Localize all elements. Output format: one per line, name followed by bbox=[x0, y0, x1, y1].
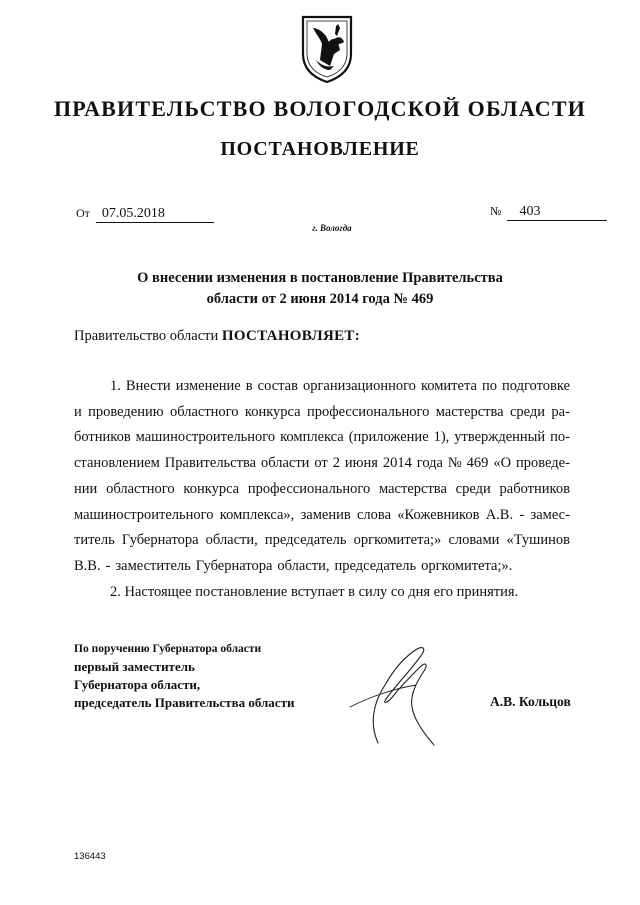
date-value: 07.05.2018 bbox=[96, 206, 214, 223]
decree-line bbox=[74, 328, 360, 345]
handwritten-signature bbox=[330, 635, 460, 755]
subject-line: О внесении изменения в постановление Правительства bbox=[137, 270, 503, 286]
body-line: машиностроительного комплекса», заменив слова «Кожевников А.В. - замес- bbox=[74, 506, 570, 523]
signatory-title bbox=[74, 640, 294, 712]
signatory-line: председатель Правительства области bbox=[74, 695, 295, 710]
signatory-line: По поручению Губернатора области bbox=[74, 643, 262, 655]
body-line: ботников машиностроительного комплекса (приложение 1), утвержденный по- bbox=[74, 429, 570, 446]
date-field bbox=[76, 206, 214, 223]
number-value: 403 bbox=[507, 204, 607, 221]
date-prefix: От bbox=[76, 206, 90, 220]
body-line: В.В. - заместитель Губернатора области, председатель оргкомитета;». bbox=[74, 557, 513, 574]
coat-of-arms-icon bbox=[300, 14, 354, 84]
document-type-title: ПОСТАНОВЛЕНИЕ bbox=[220, 138, 420, 160]
registration-number: 136443 bbox=[74, 851, 106, 862]
decree-prefix: Правительство области bbox=[74, 328, 219, 344]
body-line: становлением Правительства области от 2 июня 2014 года № 469 «О проведе- bbox=[74, 455, 570, 472]
subject-heading bbox=[0, 268, 640, 310]
body-line: титель Губернатора области, председатель оргкомитета;» словами «Тушинов bbox=[74, 532, 570, 549]
signatory-line: Губернатора области, bbox=[74, 677, 201, 692]
body-line: 1. Внести изменение в состав организационного комитета по подготовке bbox=[110, 378, 570, 394]
body-line: и проведению областного конкурса профессионального мастерства среди ра- bbox=[74, 403, 570, 420]
subject-line: области от 2 июня 2014 года № 469 bbox=[206, 291, 434, 307]
government-title: ПРАВИТЕЛЬСТВО ВОЛОГОДСКОЙ ОБЛАСТИ bbox=[53, 96, 587, 121]
signatory-line: первый заместитель bbox=[74, 659, 195, 674]
number-prefix: № bbox=[490, 204, 502, 218]
city-label: г. Вологда bbox=[312, 223, 352, 233]
body-line: нии областного конкурса профессионального мастерства среди работников bbox=[74, 480, 570, 497]
signatory-name: А.В. Кольцов bbox=[490, 694, 571, 709]
document-body bbox=[74, 374, 570, 605]
body-paragraph-2: 2. Настоящее постановление вступает в силу со дня его принятия. bbox=[110, 583, 519, 600]
number-field bbox=[490, 204, 607, 221]
decree-verb: ПОСТАНОВЛЯЕТ: bbox=[221, 328, 360, 344]
